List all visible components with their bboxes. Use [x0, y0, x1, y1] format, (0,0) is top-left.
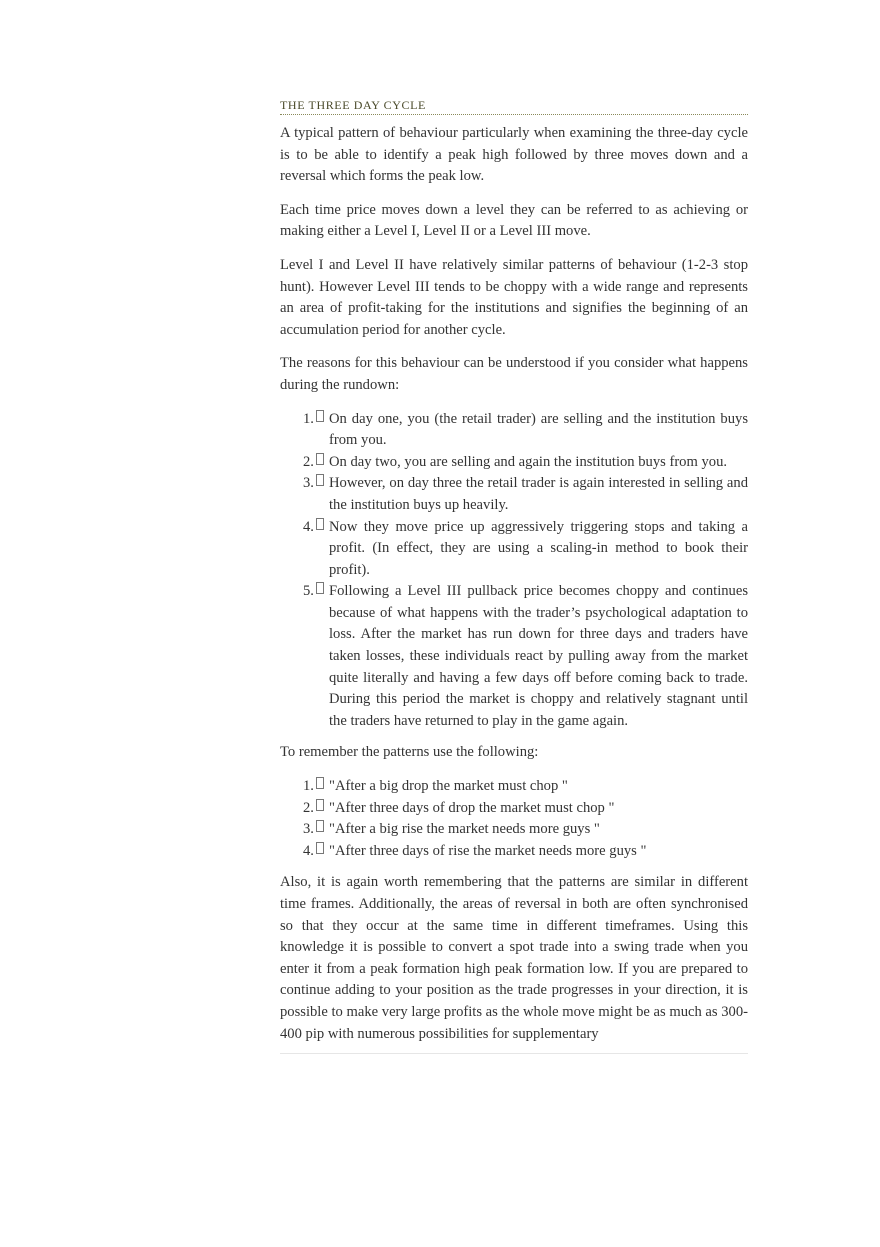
- missing-glyph-icon: [316, 518, 324, 530]
- list-item-text: On day two, you are selling and again the institution buys from you.: [329, 453, 728, 470]
- footer-divider: [280, 1053, 748, 1054]
- list-number: 1.: [303, 778, 314, 795]
- list-number: 4.: [303, 842, 314, 859]
- paragraph-level-behaviour: Level I and Level II have relatively similar patterns of behaviour (1-2-3 stop hunt). However Level III tends to be choppy with a wide range and represents an area of profit-taking for the institutions and signifies the beginning of an accumulation period for another cycle.: [280, 256, 748, 338]
- list-number: 5.: [303, 583, 314, 600]
- list-item-text: "After three days of rise the market needs more guys ": [329, 842, 647, 859]
- list-item-text: However, on day three the retail trader is again interested in selling and the institution buys up heavily.: [329, 475, 748, 513]
- page-content: [280, 98, 748, 1057]
- missing-glyph-icon: [316, 820, 324, 832]
- list-number: 2.: [303, 799, 314, 816]
- list-number: 4.: [303, 518, 314, 535]
- list-item-text: Now they move price up aggressively triggering stops and taking a profit. (In effect, they are using a scaling-in method to book their profit).: [329, 518, 748, 578]
- list-number: 1.: [303, 410, 314, 427]
- missing-glyph-icon: [316, 799, 324, 811]
- missing-glyph-icon: [316, 842, 324, 854]
- list-item: [280, 798, 748, 820]
- list-item: [280, 409, 748, 452]
- list-number: 2.: [303, 453, 314, 470]
- paragraph-levels: Each time price moves down a level they can be referred to as achieving or making either a Level I, Level II or a Level III move.: [280, 201, 748, 240]
- list-number: 3.: [303, 475, 314, 492]
- missing-glyph-icon: [316, 777, 324, 789]
- list-item-text: Following a Level III pullback price becomes choppy and continues because of what happens with the trader’s psychological adaptation to loss. After the market has run down for three days and traders have taken losses, these individuals react by pulling away from the market quite literally and having a few days off before coming back to trade. During this period the market is choppy and relatively stagnant until the traders have returned to play in the game again.: [329, 583, 748, 729]
- list-item: [280, 452, 748, 474]
- list-item-text: "After a big drop the market must chop ": [329, 778, 568, 795]
- list-item: [280, 841, 748, 863]
- paragraph-intro: A typical pattern of behaviour particularly when examining the three-day cycle is to be able to identify a peak high followed by three moves down and a reversal which forms the peak low.: [280, 125, 748, 185]
- list-item-text: "After three days of drop the market must chop ": [329, 799, 615, 816]
- rundown-list: [280, 409, 748, 733]
- paragraph-reasons: The reasons for this behaviour can be understood if you consider what happens during the rundown:: [280, 355, 748, 393]
- paragraph-timeframes: Also, it is again worth remembering that the patterns are similar in different time frames. Additionally, the areas of reversal in both are often synchronised so that they occur at the same time in different timeframes. Using this knowledge it is possible to convert a spot trade into a swing trade when you enter it from a peak formation high peak formation low. If you are prepared to continue adding to your position as the trade progresses in your direction, it is possible to make very large profits as the whole move might be as much as 300-400 pip with numerous possibilities for supplementary: [280, 874, 748, 1042]
- mnemonic-list: [280, 776, 748, 862]
- paragraph-remember: To remember the patterns use the following:: [280, 744, 539, 761]
- running-header: THE THREE DAY CYCLE: [280, 98, 748, 115]
- list-item: [280, 819, 748, 841]
- list-item: [280, 473, 748, 516]
- list-item: [280, 517, 748, 582]
- list-item-text: "After a big rise the market needs more guys ": [329, 821, 600, 838]
- list-number: 3.: [303, 821, 314, 838]
- missing-glyph-icon: [316, 582, 324, 594]
- list-item: [280, 776, 748, 798]
- missing-glyph-icon: [316, 474, 324, 486]
- missing-glyph-icon: [316, 453, 324, 465]
- missing-glyph-icon: [316, 410, 324, 422]
- list-item-text: On day one, you (the retail trader) are selling and the institution buys from you.: [329, 410, 748, 449]
- list-item: [280, 581, 748, 732]
